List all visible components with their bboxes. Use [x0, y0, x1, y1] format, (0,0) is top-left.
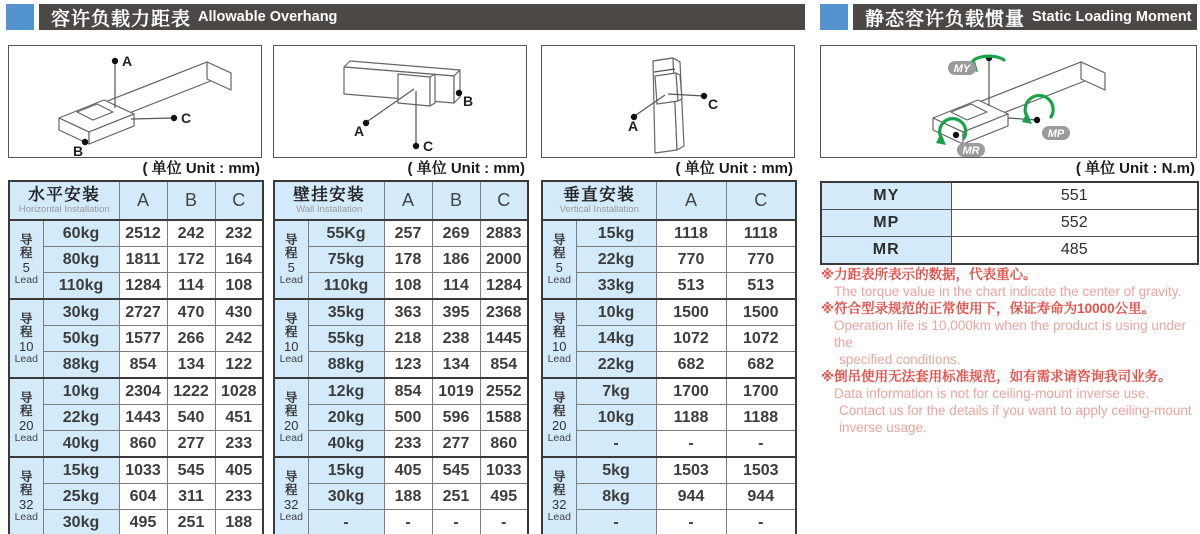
value-cell: 854: [480, 352, 528, 379]
load-cell: 50kg: [43, 326, 119, 352]
load-cell: -: [576, 510, 656, 534]
load-cell: 12kg: [308, 378, 384, 405]
lead-char: 程: [552, 325, 566, 339]
footnote-zh: ※符合型录规范的正常使用下，保证寿命为10000公里。: [821, 301, 1156, 316]
static-loading-moment-diagram: [821, 46, 1196, 157]
lead-5-cell: [542, 220, 576, 299]
load-cell: 88kg: [308, 352, 384, 379]
lead-20-cell: [542, 378, 576, 457]
value-cell: 451: [215, 405, 263, 431]
lead-32-cell: [542, 457, 576, 534]
value-cell: 277: [167, 431, 215, 458]
lead-char: 导: [552, 469, 566, 484]
lead-number: 5: [555, 259, 563, 275]
value-cell: 2883: [480, 220, 528, 247]
lead-32-cell: [9, 457, 43, 534]
lead-char: 导: [552, 311, 566, 326]
point-b-dot: [456, 90, 462, 96]
lead-20-cell: [9, 378, 43, 457]
load-cell: 7kg: [576, 378, 656, 405]
value-cell: 1700: [656, 378, 726, 405]
lead-number: 20: [19, 417, 34, 433]
value-cell: 854: [119, 352, 167, 379]
value-cell: 1500: [726, 299, 796, 326]
horizontal-installation-diagram-box: [8, 45, 262, 158]
moment-row: [821, 182, 1198, 210]
value-cell: 266: [167, 326, 215, 352]
point-a-label: A: [122, 53, 133, 69]
load-cell: 40kg: [43, 431, 119, 458]
value-cell: 430: [215, 299, 263, 326]
value-cell: 242: [167, 220, 215, 247]
my-badge-label: MY: [953, 63, 971, 75]
value-cell: 2304: [119, 378, 167, 405]
lead-word: Lead: [279, 431, 303, 444]
installation-type-header: [542, 181, 656, 220]
load-cell: 22kg: [43, 405, 119, 431]
header-title-en: Allowable Overhang: [198, 9, 338, 25]
installation-name-en: Horizontal Installation: [18, 204, 110, 215]
value-cell: -: [726, 431, 796, 458]
lead-char: 导: [284, 390, 298, 405]
value-cell: 2552: [480, 378, 528, 405]
point-c-dot: [701, 93, 707, 99]
value-cell: 1033: [119, 457, 167, 484]
value-cell: 188: [215, 510, 263, 534]
header-bar: [39, 4, 805, 30]
value-cell: -: [656, 431, 726, 458]
value-cell: 1188: [726, 405, 796, 431]
value-cell: 860: [480, 431, 528, 458]
load-cell: 30kg: [43, 299, 119, 326]
mp-badge-label: MP: [1047, 128, 1065, 140]
point-a-label: A: [354, 123, 365, 139]
lead-char: 程: [19, 325, 33, 339]
load-cell: 33kg: [576, 273, 656, 300]
lead-char: 程: [284, 246, 298, 260]
lead-number: 10: [19, 338, 34, 354]
installation-name-en: Wall Installation: [296, 204, 363, 215]
load-cell: 14kg: [576, 326, 656, 352]
lead-char: 程: [19, 246, 33, 260]
lead-number: 10: [552, 338, 567, 354]
moment-diagram-box: [820, 45, 1197, 158]
value-cell: 1118: [656, 220, 726, 247]
value-cell: 513: [726, 273, 796, 300]
lead-32-cell: [274, 457, 308, 534]
footnote: [821, 300, 1198, 368]
value-cell: 164: [215, 247, 263, 273]
lead-char: 导: [19, 232, 33, 247]
value-cell: 1700: [726, 378, 796, 405]
value-cell: 682: [656, 352, 726, 379]
wall-installation-table: [273, 180, 529, 534]
lead-word: Lead: [547, 510, 571, 523]
load-cell: 35kg: [308, 299, 384, 326]
value-cell: 232: [215, 220, 263, 247]
moment-row: [821, 237, 1198, 265]
value-cell: 405: [215, 457, 263, 484]
unit-label: ( 单位 Unit : mm): [675, 160, 793, 177]
value-cell: 2727: [119, 299, 167, 326]
footnote: [821, 368, 1198, 436]
load-cell: 10kg: [43, 378, 119, 405]
static-loading-moment-header: [820, 4, 1197, 30]
moment-row: [821, 210, 1198, 237]
lead-number: 20: [552, 417, 567, 433]
value-cell: 1072: [726, 326, 796, 352]
footnote-en: inverse usage.: [839, 420, 927, 435]
value-cell: 545: [167, 457, 215, 484]
value-cell: 311: [167, 484, 215, 510]
moment-label-cell: MP: [821, 210, 951, 237]
value-cell: 2368: [480, 299, 528, 326]
lead-5-cell: [9, 220, 43, 299]
point-c-label: C: [423, 138, 434, 154]
value-cell: -: [656, 510, 726, 534]
vertical-installation-diagram: [542, 46, 794, 157]
value-cell: 178: [384, 247, 432, 273]
value-cell: 470: [167, 299, 215, 326]
installation-type-header: [274, 181, 384, 220]
value-cell: 944: [656, 484, 726, 510]
load-cell: 30kg: [308, 484, 384, 510]
value-cell: 363: [384, 299, 432, 326]
footnote-en: specified conditions.: [839, 352, 961, 367]
value-cell: 395: [432, 299, 480, 326]
point-a-dot: [112, 58, 118, 64]
point-b-label: B: [463, 93, 474, 109]
value-cell: 495: [480, 484, 528, 510]
lead-word: Lead: [14, 510, 38, 523]
lead-number: 5: [287, 259, 295, 275]
moment-value-cell: 552: [951, 210, 1198, 237]
header-title-zh: 容许负载力距表: [51, 8, 192, 30]
load-cell: 15kg: [43, 457, 119, 484]
lead-char: 导: [19, 390, 33, 405]
value-cell: -: [726, 510, 796, 534]
lead-word: Lead: [547, 431, 571, 444]
footnote-en: Data information is not for ceiling-mount inverse use.: [834, 386, 1150, 401]
load-cell: 22kg: [576, 247, 656, 273]
header-accent-square: [6, 4, 34, 30]
wall-installation-diagram: [274, 46, 526, 157]
value-cell: -: [384, 510, 432, 534]
load-cell: 30kg: [43, 510, 119, 534]
value-cell: 269: [432, 220, 480, 247]
value-cell: 1577: [119, 326, 167, 352]
load-cell: 88kg: [43, 352, 119, 379]
load-cell: 60kg: [43, 220, 119, 247]
point-a-label: A: [628, 118, 639, 134]
value-cell: 1118: [726, 220, 796, 247]
point-c-dot: [413, 143, 419, 149]
column-header-c: C: [215, 181, 263, 220]
load-cell: 55Kg: [308, 220, 384, 247]
lead-word: Lead: [547, 273, 571, 286]
lead-char: 导: [552, 390, 566, 405]
value-cell: 218: [384, 326, 432, 352]
unit-label: ( 单位 Unit : mm): [142, 160, 260, 177]
lead-char: 导: [284, 469, 298, 484]
value-cell: 186: [432, 247, 480, 273]
mp-axis-dot: [1034, 117, 1040, 123]
installation-name-zh: 水平安装: [28, 186, 101, 204]
lead-char: 导: [552, 232, 566, 247]
vertical-installation-diagram-box: [541, 45, 795, 158]
allowable-overhang-header: [6, 4, 805, 30]
lead-char: 程: [284, 404, 298, 418]
header-bar: [853, 4, 1197, 30]
value-cell: 251: [432, 484, 480, 510]
footnote-en: Contact us for the details if you want to apply ceiling-mount: [839, 403, 1192, 418]
wall-installation-column: [273, 45, 527, 534]
value-cell: 513: [656, 273, 726, 300]
value-cell: 1811: [119, 247, 167, 273]
point-c-dot: [171, 115, 177, 121]
lead-number: 32: [19, 496, 34, 512]
lead-number: 10: [284, 338, 299, 354]
moment-label-cell: MR: [821, 237, 951, 265]
footnote-en: The torque value in the chart indicate the center of gravity.: [834, 284, 1182, 299]
value-cell: 1503: [726, 457, 796, 484]
value-cell: 242: [215, 326, 263, 352]
load-cell: 75kg: [308, 247, 384, 273]
vertical-installation-column: [541, 45, 795, 534]
lead-word: Lead: [547, 352, 571, 365]
installation-type-header: [9, 181, 119, 220]
value-cell: 405: [384, 457, 432, 484]
load-cell: 5kg: [576, 457, 656, 484]
lead-word: Lead: [279, 510, 303, 523]
lead-20-cell: [274, 378, 308, 457]
load-cell: 110kg: [308, 273, 384, 300]
value-cell: 500: [384, 405, 432, 431]
static-loading-moment-table: [820, 181, 1199, 265]
lead-char: 程: [552, 483, 566, 497]
value-cell: 545: [432, 457, 480, 484]
lead-number: 32: [284, 496, 299, 512]
value-cell: 1284: [119, 273, 167, 300]
lead-number: 5: [22, 259, 30, 275]
point-c-label: C: [181, 110, 192, 126]
lead-10-cell: [274, 299, 308, 378]
value-cell: -: [480, 510, 528, 534]
vertical-installation-table: [541, 180, 797, 534]
footnote: [821, 266, 1198, 300]
value-cell: 108: [215, 273, 263, 300]
lead-word: Lead: [14, 431, 38, 444]
value-cell: 257: [384, 220, 432, 247]
lead-word: Lead: [279, 352, 303, 365]
mr-badge-label: MR: [962, 145, 980, 157]
value-cell: 1222: [167, 378, 215, 405]
lead-char: 导: [19, 311, 33, 326]
value-cell: 114: [432, 273, 480, 300]
value-cell: 1284: [480, 273, 528, 300]
value-cell: 1445: [480, 326, 528, 352]
value-cell: 1588: [480, 405, 528, 431]
value-cell: 233: [215, 484, 263, 510]
column-header-b: B: [432, 181, 480, 220]
load-cell: 15kg: [308, 457, 384, 484]
load-cell: 15kg: [576, 220, 656, 247]
load-cell: 110kg: [43, 273, 119, 300]
moment-value-cell: 551: [951, 182, 1198, 210]
lead-char: 程: [19, 404, 33, 418]
value-cell: 251: [167, 510, 215, 534]
footnote-zh: ※力距表所表示的数据，代表重心。: [821, 267, 1037, 282]
lead-char: 导: [19, 469, 33, 484]
value-cell: -: [432, 510, 480, 534]
value-cell: 134: [167, 352, 215, 379]
load-cell: 8kg: [576, 484, 656, 510]
lead-10-cell: [542, 299, 576, 378]
lead-number: 20: [284, 417, 299, 433]
lead-char: 程: [284, 483, 298, 497]
load-cell: 80kg: [43, 247, 119, 273]
value-cell: 238: [432, 326, 480, 352]
value-cell: 1072: [656, 326, 726, 352]
footnotes: [821, 266, 1198, 436]
value-cell: 495: [119, 510, 167, 534]
value-cell: 233: [384, 431, 432, 458]
installation-name-zh: 壁挂安装: [293, 186, 366, 204]
footnote-zh: ※倒吊使用无法套用标准规范，如有需求请咨询我司业务。: [821, 369, 1172, 384]
installation-name-en: Vertical Installation: [559, 204, 639, 215]
value-cell: 1028: [215, 378, 263, 405]
load-cell: 20kg: [308, 405, 384, 431]
value-cell: 134: [432, 352, 480, 379]
unit-label: ( 单位 Unit : mm): [407, 160, 525, 177]
value-cell: 1443: [119, 405, 167, 431]
load-cell: 40kg: [308, 431, 384, 458]
value-cell: 1503: [656, 457, 726, 484]
load-cell: 25kg: [43, 484, 119, 510]
point-b-label: B: [73, 143, 84, 157]
column-header-a: A: [119, 181, 167, 220]
lead-char: 导: [284, 232, 298, 247]
value-cell: 122: [215, 352, 263, 379]
value-cell: 860: [119, 431, 167, 458]
column-header-a: A: [384, 181, 432, 220]
lead-5-cell: [274, 220, 308, 299]
value-cell: 277: [432, 431, 480, 458]
value-cell: 596: [432, 405, 480, 431]
lead-number: 32: [552, 496, 567, 512]
lead-10-cell: [9, 299, 43, 378]
value-cell: 770: [726, 247, 796, 273]
load-cell: 10kg: [576, 405, 656, 431]
point-c-label: C: [708, 96, 719, 112]
value-cell: 114: [167, 273, 215, 300]
column-header-c: C: [726, 181, 796, 220]
load-cell: 10kg: [576, 299, 656, 326]
load-cell: 22kg: [576, 352, 656, 379]
value-cell: 1188: [656, 405, 726, 431]
mr-axis-dot: [953, 132, 959, 138]
installation-name-zh: 垂直安装: [563, 186, 636, 204]
lead-char: 程: [19, 483, 33, 497]
value-cell: 540: [167, 405, 215, 431]
lead-char: 导: [284, 311, 298, 326]
header-title-en: Static Loading Moment: [1032, 9, 1192, 25]
lead-char: 程: [284, 325, 298, 339]
value-cell: 2000: [480, 247, 528, 273]
wall-installation-diagram-box: [273, 45, 527, 158]
value-cell: 770: [656, 247, 726, 273]
column-header-c: C: [480, 181, 528, 220]
load-cell: -: [576, 431, 656, 458]
horizontal-installation-diagram: [9, 46, 261, 157]
value-cell: 1500: [656, 299, 726, 326]
moment-value-cell: 485: [951, 237, 1198, 265]
lead-char: 程: [552, 404, 566, 418]
value-cell: 2512: [119, 220, 167, 247]
horizontal-installation-column: [8, 45, 262, 534]
value-cell: 1019: [432, 378, 480, 405]
moment-label-cell: MY: [821, 182, 951, 210]
lead-word: Lead: [279, 273, 303, 286]
value-cell: 172: [167, 247, 215, 273]
column-header-b: B: [167, 181, 215, 220]
header-title-zh: 静态容许负载惯量: [865, 8, 1026, 30]
value-cell: 188: [384, 484, 432, 510]
footnote-en: Operation life is 10,000km when the product is using under the: [834, 318, 1186, 350]
horizontal-installation-table: [8, 180, 264, 534]
value-cell: 108: [384, 273, 432, 300]
value-cell: 1033: [480, 457, 528, 484]
lead-word: Lead: [14, 352, 38, 365]
unit-label: ( 单位 Unit : N.m): [1075, 160, 1195, 177]
value-cell: 944: [726, 484, 796, 510]
value-cell: 854: [384, 378, 432, 405]
value-cell: 233: [215, 431, 263, 458]
lead-char: 程: [552, 246, 566, 260]
value-cell: 682: [726, 352, 796, 379]
value-cell: 604: [119, 484, 167, 510]
value-cell: 123: [384, 352, 432, 379]
load-cell: 55kg: [308, 326, 384, 352]
column-header-a: A: [656, 181, 726, 220]
lead-word: Lead: [14, 273, 38, 286]
header-accent-square: [820, 4, 848, 30]
load-cell: -: [308, 510, 384, 534]
